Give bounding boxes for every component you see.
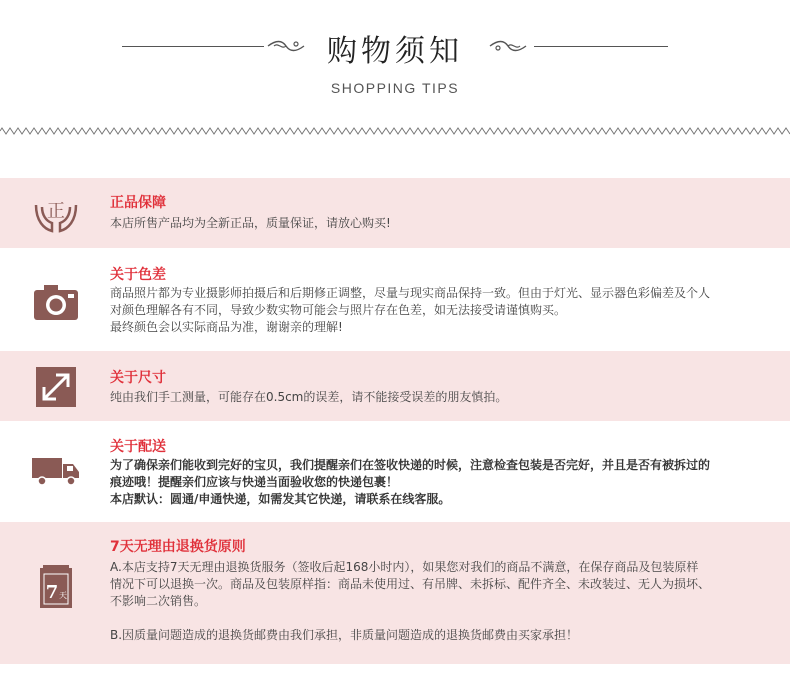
section-delivery bbox=[0, 422, 790, 520]
header bbox=[0, 0, 790, 130]
svg-text:正: 正 bbox=[47, 201, 65, 222]
section-genuine bbox=[0, 178, 790, 248]
title-divider-right bbox=[534, 46, 668, 47]
section-title: 关于配送 bbox=[110, 439, 166, 455]
body-line: 为了确保亲们能收到完好的宝贝，我们提醒亲们在签收快递的时候，注意检查包装是否完好，并且是否有被拆过的 bbox=[110, 458, 711, 472]
title-divider-left bbox=[122, 46, 264, 47]
section-title: 正品保障 bbox=[110, 195, 166, 211]
genuine-hands-icon bbox=[30, 187, 82, 239]
section-body bbox=[110, 457, 760, 508]
page-title: 购物须知 bbox=[327, 34, 463, 69]
section-returns bbox=[0, 522, 790, 664]
body-line: 痕迹哦！提醒亲们应该与快递当面验收您的快递包裹！ bbox=[110, 475, 399, 489]
section-title: 7天无理由退换货原则 bbox=[110, 539, 246, 555]
resize-arrow-icon bbox=[30, 361, 82, 413]
flourish-left-icon bbox=[266, 36, 306, 56]
section-body bbox=[110, 285, 760, 336]
calendar-7-days-icon bbox=[30, 562, 82, 614]
body-line: 情况下可以退换一次。商品及包装原样指：商品未使用过、有吊牌、未拆标、配件齐全、未改装过、无人为损坏、 bbox=[110, 577, 711, 591]
section-body bbox=[110, 389, 760, 406]
section-title: 关于色差 bbox=[110, 267, 166, 283]
body-line: B.因质量问题造成的退换货邮费由我们承担，非质量问题造成的退换货邮费由买家承担！ bbox=[110, 628, 579, 642]
page-subtitle: SHOPPING TIPS bbox=[330, 80, 460, 96]
body-line: 不影响二次销售。 bbox=[110, 594, 207, 608]
flourish-right-icon bbox=[488, 36, 528, 56]
wave-divider bbox=[0, 126, 790, 136]
body-line: 商品照片都为专业摄影师拍摄后和后期修正调整，尽量与现实商品保持一致。但由于灯光、显示器色彩偏差及个人 bbox=[110, 286, 711, 300]
section-size bbox=[0, 351, 790, 421]
body-line: 最终颜色会以实际商品为准，谢谢亲的理解! bbox=[110, 320, 343, 334]
body-line: 本店所售产品均为全新正品，质量保证，请放心购买! bbox=[110, 216, 391, 230]
body-line: A.本店支持7天无理由退换货服务（签收后起168小时内），如果您对我们的商品不满意，在保存商品及包装原样 bbox=[110, 560, 699, 574]
svg-text:天: 天 bbox=[59, 591, 67, 600]
section-body bbox=[110, 215, 760, 232]
section-title: 关于尺寸 bbox=[110, 370, 166, 386]
delivery-truck-icon bbox=[30, 444, 82, 496]
section-color bbox=[0, 250, 790, 350]
body-line: 纯由我们手工测量，可能存在0.5cm的误差，请不能接受误差的朋友慎拍。 bbox=[110, 390, 508, 404]
section-body bbox=[110, 559, 760, 644]
body-line: 对颜色理解各有不同，导致少数实物可能会与照片存在色差，如无法接受请谨慎购买。 bbox=[110, 303, 567, 317]
camera-icon bbox=[30, 278, 82, 330]
body-line: 本店默认：圆通/申通快递，如需发其它快递，请联系在线客服。 bbox=[110, 492, 451, 506]
svg-text:7: 7 bbox=[45, 582, 59, 603]
